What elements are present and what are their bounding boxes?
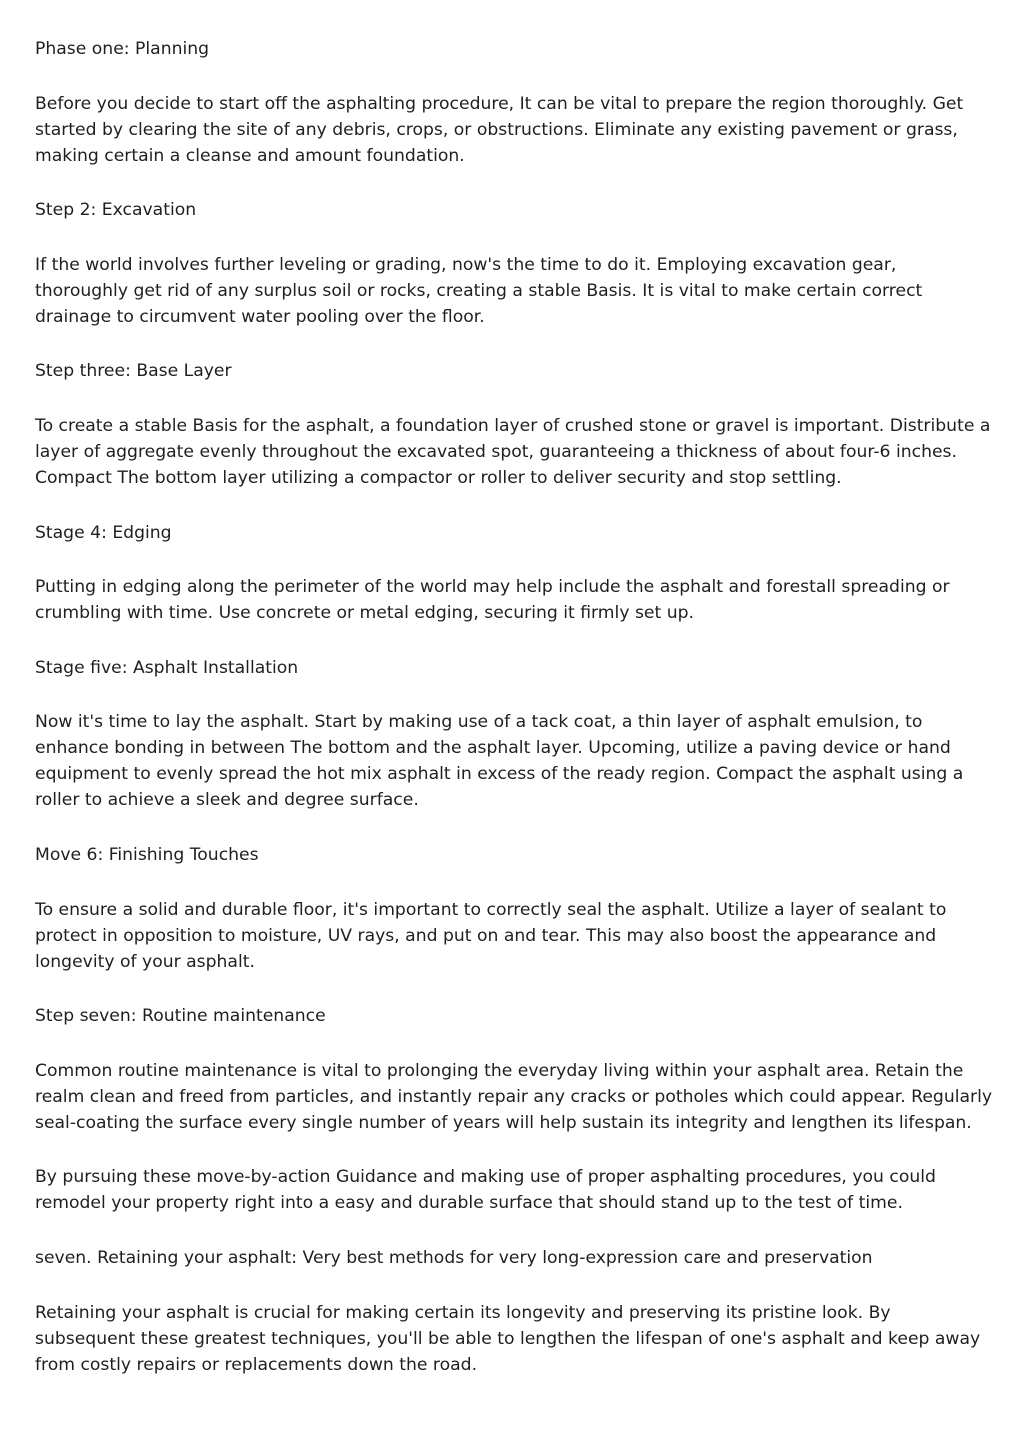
step-3-heading: Step three: Base Layer <box>35 361 232 382</box>
step-5-text: Now it's time to lay the asphalt. Start by making use of a tack coat, a thin layer of asphalt emulsion, to enhance bonding in between The bottom and the asphalt layer. Upcoming, utilize a paving device or hand equipment to evenly spread the hot mix asphalt in excess of the ready region. Compact the asphalt using a roller to achieve a sleek and degree surface. <box>35 712 964 811</box>
step-4-heading: Stage 4: Edging <box>35 522 172 543</box>
section-7-text: Retaining your asphalt is crucial for making certain its longevity and preserving its pristine look. By subsequent these greatest techniques, you'll be able to lengthen the lifespan of one's asphalt and keep away from costly repairs or replacements down the road. <box>35 1302 981 1375</box>
conclusion-text: By pursuing these move-by-action Guidance and making use of proper asphalting procedures, you could remodel your property right into a easy and durable surface that should stand up to the test of time. <box>35 1167 936 1214</box>
step-6-heading: Move 6: Finishing Touches <box>35 844 259 865</box>
step-1-text: Before you decide to start off the asphalting procedure, It can be vital to prepare the region thoroughly. Get started by clearing the site of any debris, crops, or obstructions. Eliminate any existing pavement or grass, making certain a cleanse and amount foundation. <box>35 93 964 166</box>
document-body <box>35 36 993 1406</box>
step-1-heading: Phase one: Planning <box>35 39 210 59</box>
step-3-text: To create a stable Basis for the asphalt, a foundation layer of crushed stone or gravel is important. Distribute a layer of aggregate evenly throughout the excavated spot, guaranteeing a thickness of about four-6 inches. Compact The bottom layer utilizing a compactor or roller to deliver security and stop settling. <box>35 415 991 488</box>
step-5-heading: Stage five: Asphalt Installation <box>35 657 299 678</box>
step-7-text: Common routine maintenance is vital to prolonging the everyday living within your asphalt area. Retain the realm clean and freed from particles, and instantly repair any cracks or potholes which could appear. Regularly seal-coating the surface every single number of years will help sustain its integrity and lengthen its lifespan. <box>35 1060 993 1133</box>
step-2-heading: Step 2: Excavation <box>35 200 197 221</box>
step-2-text: If the world involves further leveling or grading, now's the time to do it. Employing excavation gear, thoroughly get rid of any surplus soil or rocks, creating a stable Basis. It is vital to make certain correct drainage to circumvent water pooling over the floor. <box>35 254 923 327</box>
step-7-heading: Step seven: Routine maintenance <box>35 1006 326 1027</box>
step-6-text: To ensure a solid and durable floor, it's important to correctly seal the asphalt. Utilize a layer of sealant to protect in opposition to moisture, UV rays, and put on and tear. This may also boost the appearance and longevity of your asphalt. <box>35 899 947 972</box>
step-4-text: Putting in edging along the perimeter of the world may help include the asphalt and forestall spreading or crumbling with time. Use concrete or metal edging, securing it firmly set up. <box>35 577 950 624</box>
section-7-heading: seven. Retaining your asphalt: Very best methods for very long-expression care and preservation <box>35 1247 873 1268</box>
